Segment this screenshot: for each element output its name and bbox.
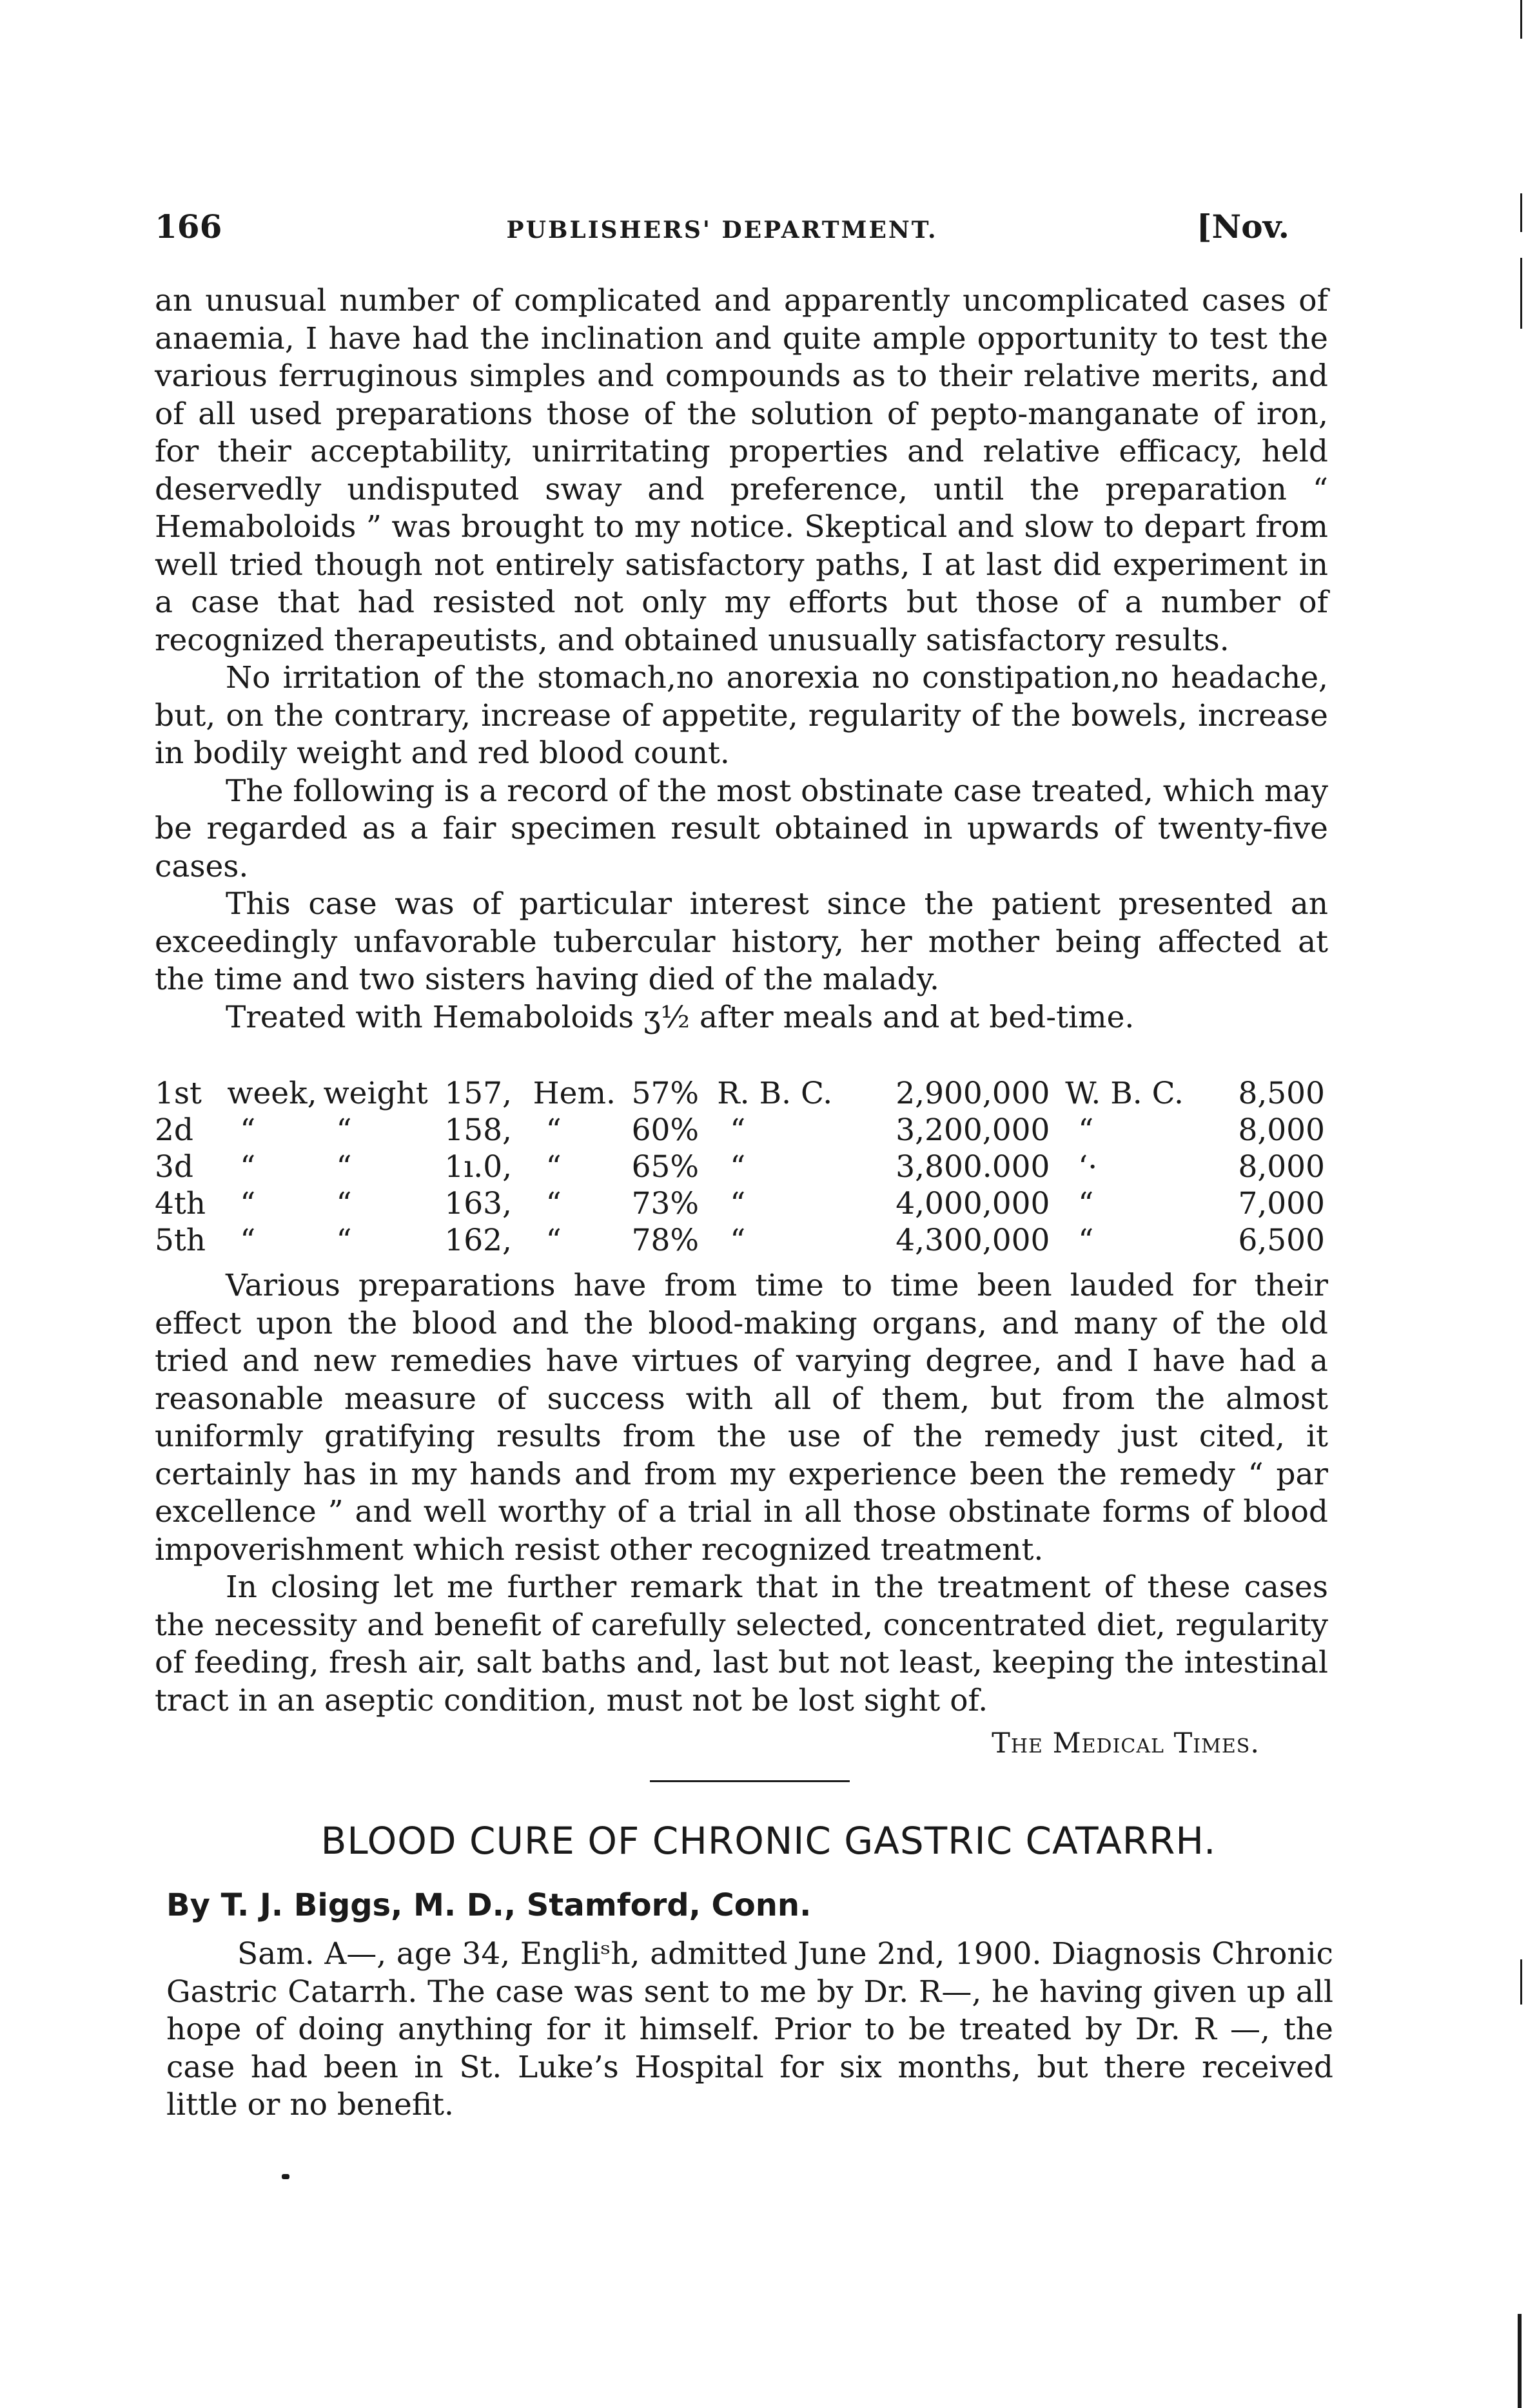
hem-value: 78% [631,1223,700,1258]
scan-edge-mark [1520,0,1522,39]
week-cell: “ [240,1149,256,1185]
scan-edge-mark [1520,258,1522,329]
table-row [155,1075,1325,1112]
article-title: BLOOD CURE OF CHRONIC GASTRIC CATARRH. [320,1819,1217,1863]
hem-label: “ [545,1223,562,1258]
paragraph: No irritation of the stomach,no anorexia no constipation,no headache, but, on the contrary, increase of appetite, regularity of the bowels, increase in bodily weight and red blood count. [155,660,1328,771]
week-cell: “ [240,1112,256,1148]
row-label: 4th [155,1186,206,1221]
row-label: 3d [155,1149,193,1185]
header-month: [Nov. [1196,208,1289,246]
wbc-value: 6,500 [1238,1223,1325,1258]
table-row [155,1185,1325,1222]
weight-label: “ [336,1112,352,1148]
section-divider [650,1780,850,1782]
week-cell: “ [240,1186,256,1221]
wbc-value: 8,000 [1238,1149,1325,1185]
weight-label: “ [336,1186,352,1221]
article-body-part-2 [155,1267,1328,1720]
page-number: 166 [155,208,222,246]
wbc-value: 8,000 [1238,1112,1325,1148]
rbc-value: 3,800.000 [896,1149,1050,1185]
scan-edge-mark [1520,193,1522,232]
wbc-label: “ [1078,1186,1094,1221]
weight-value: 157, [444,1076,512,1111]
weight-value: 163, [444,1186,512,1221]
hem-value: 65% [631,1149,700,1185]
rbc-label: “ [730,1223,746,1258]
rbc-label: “ [730,1186,746,1221]
row-label: 1st [155,1076,202,1111]
blood-count-table [155,1075,1325,1259]
table-row [155,1112,1325,1149]
weight-value: 1ı.0, [444,1149,513,1185]
weight-value: 158, [444,1112,512,1148]
article-byline: By T. J. Biggs, M. D., Stamford, Conn. [166,1887,812,1923]
wbc-label: ‘· [1078,1149,1098,1185]
scan-edge-mark [1518,2314,1522,2408]
table-row [155,1149,1325,1185]
running-title: PUBLISHERS' DEPARTMENT. [506,217,938,244]
weight-label: “ [336,1149,352,1185]
week-cell: “ [240,1223,256,1258]
paragraph: Various preparations have from time to time been lauded for their effect upon the blood and the blood-making organs, and many of the old tried and new remedies have virtues of varying degree, and I have had a reasonable measure of success with all of them, but from the almost uniformly gratifying results from the use of the remedy just cited, it certainly has in my hands and from my experience been the remedy “ par excellence ” and well worthy of a trial in all those obstinate forms of blood impoverishment which resist other recognized treatment. [155,1268,1328,1568]
rbc-value: 4,000,000 [896,1186,1050,1221]
wbc-value: 8,500 [1238,1076,1325,1111]
wbc-label: “ [1078,1223,1094,1258]
article-body-part-1 [155,282,1328,1036]
paragraph: Treated with Hemaboloids ʒ½ after meals and at bed-time. [226,999,1135,1035]
page-header [155,208,1289,246]
table-row [155,1222,1325,1259]
weight-label: weight [323,1076,428,1111]
hem-label: Hem. [533,1076,616,1111]
hem-value: 57% [631,1076,700,1111]
hem-label: “ [545,1149,562,1185]
article-body-second [166,1936,1333,2124]
ink-speck [282,2174,289,2179]
weight-value: 162, [444,1223,512,1258]
hem-label: “ [545,1186,562,1221]
rbc-value: 2,900,000 [896,1076,1050,1111]
week-cell: week, [227,1076,317,1111]
source-attribution: The Medical Times. [992,1727,1260,1760]
scan-edge-mark [1520,1959,1522,2005]
row-label: 5th [155,1223,206,1258]
hem-value: 60% [631,1112,700,1148]
rbc-label: R. B. C. [717,1076,833,1111]
paragraph: The following is a record of the most obstinate case treated, which may be regarded as a fair specimen result obtained in upwards of twenty-five cases. [155,773,1328,884]
wbc-value: 7,000 [1238,1186,1325,1221]
paragraph: This case was of particular interest since the patient presented an exceedingly unfavorable tubercular history, her mother being affected at the time and two sisters having died of the malady. [155,886,1328,997]
wbc-label: “ [1078,1112,1094,1148]
paragraph: Sam. A—, age 34, Engliˢh, admitted June 2nd, 1900. Diagnosis Chronic Gastric Catarrh. The case was sent to me by Dr. R—, he having given up all hope of doing anything for it himself. Prior to be treated by Dr. R —, the case had been in St. Luke’s Hospital for six months, but there received little or no benefit. [166,1936,1333,2122]
rbc-label: “ [730,1149,746,1185]
paragraph: In closing let me further remark that in the treatment of these cases the necessity and benefit of carefully selected, concentrated diet, regularity of feeding, fresh air, salt baths and, last but not least, keeping the intestinal tract in an aseptic condition, must not be lost sight of. [155,1569,1328,1718]
wbc-label: W. B. C. [1065,1076,1184,1111]
rbc-value: 4,300,000 [896,1223,1050,1258]
weight-label: “ [336,1223,352,1258]
row-label: 2d [155,1112,193,1148]
rbc-value: 3,200,000 [896,1112,1050,1148]
hem-value: 73% [631,1186,700,1221]
paragraph: an unusual number of complicated and apparently uncomplicated cases of anaemia, I have had the inclination and quite ample opportunity to test the various ferruginous simples and compounds as to their relative merits, and of all used preparations those of the solution of pepto-manganate of iron, for their acceptability, unirritating properties and relative efficacy, held deservedly undisputed sway and preference, until the preparation “ Hemaboloids ” was brought to my notice. Skeptical and slow to depart from well tried though not entirely satisfactory paths, I at last did experiment in a case that had resisted not only my efforts but those of a number of recognized therapeutists, and obtained unusually satisfactory results. [155,283,1328,658]
hem-label: “ [545,1112,562,1148]
rbc-label: “ [730,1112,746,1148]
